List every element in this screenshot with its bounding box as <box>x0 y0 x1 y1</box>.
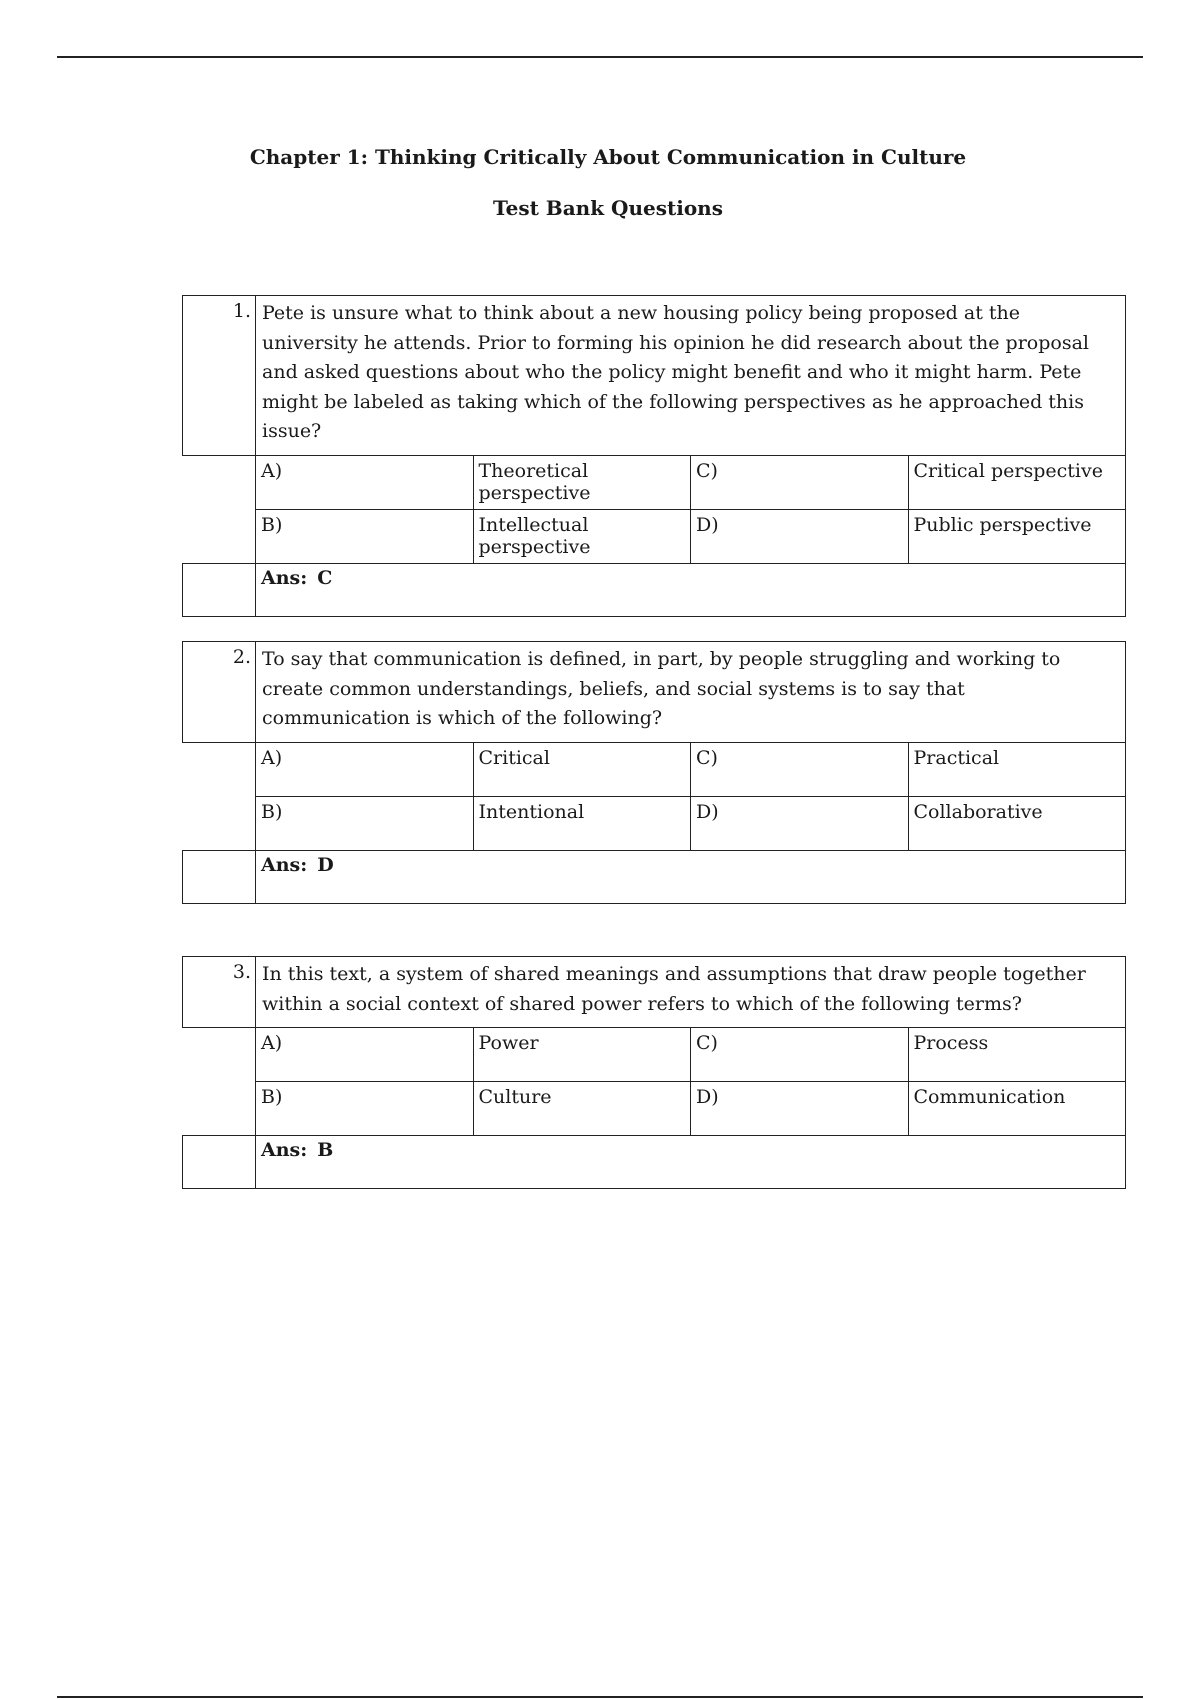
question-1 <box>182 295 1126 617</box>
option-text-c: Practical <box>908 742 1126 796</box>
answer-value: D <box>317 853 334 876</box>
option-letter-d: D) <box>691 1082 909 1136</box>
option-text-d: Public perspective <box>908 509 1126 563</box>
answer-label: Ans: <box>261 853 308 876</box>
option-letter-a: A) <box>256 742 474 796</box>
option-text-d: Collaborative <box>908 796 1126 850</box>
option-text-a: Power <box>473 1028 691 1082</box>
option-letter-c: C) <box>691 455 909 509</box>
answer-row <box>256 1136 1126 1189</box>
option-letter-c: C) <box>691 1028 909 1082</box>
option-text-a: Critical <box>473 742 691 796</box>
option-letter-d: D) <box>691 509 909 563</box>
page-subtitle: Test Bank Questions <box>493 196 723 220</box>
top-rule <box>57 56 1143 58</box>
question-text: Pete is unsure what to think about a new housing policy being proposed at the university he attends. Prior to forming his opinion he did research about the proposal and asked questions about who the policy might benefit and who it might harm. Pete might be labeled as taking which of the following perspectives as he approached this issue? <box>256 296 1126 456</box>
option-letter-a: A) <box>256 1028 474 1082</box>
answer-label: Ans: <box>261 1139 308 1161</box>
answer-value: B <box>317 1139 334 1161</box>
question-2 <box>182 641 1126 904</box>
question-text: To say that communication is defined, in part, by people struggling and working to create common understandings, beliefs, and social systems is to say that communication is which of the following? <box>256 642 1126 743</box>
option-text-b: Intellectual perspective <box>473 509 691 563</box>
question-3 <box>182 956 1126 1189</box>
option-text-b: Culture <box>473 1082 691 1136</box>
option-letter-c: C) <box>691 742 909 796</box>
option-text-d: Communication <box>908 1082 1126 1136</box>
option-letter-a: A) <box>256 455 474 509</box>
option-letter-b: B) <box>256 1082 474 1136</box>
option-text-c: Critical perspective <box>908 455 1126 509</box>
option-text-b: Intentional <box>473 796 691 850</box>
option-text-a: Theoretical perspective <box>473 455 691 509</box>
answer-value: C <box>317 566 333 589</box>
question-number: 2. <box>232 646 251 668</box>
page-title: Chapter 1: Thinking Critically About Communication in Culture <box>249 145 967 169</box>
option-letter-b: B) <box>256 796 474 850</box>
answer-label: Ans: <box>261 566 308 589</box>
answer-row <box>256 563 1126 616</box>
question-text: In this text, a system of shared meanings and assumptions that draw people together within a social context of shared power refers to which of the following terms? <box>256 957 1126 1028</box>
option-text-c: Process <box>908 1028 1126 1082</box>
bottom-rule <box>57 1696 1143 1698</box>
option-letter-d: D) <box>691 796 909 850</box>
answer-row <box>256 850 1126 903</box>
question-number: 1. <box>232 300 251 322</box>
question-number: 3. <box>232 961 251 983</box>
option-letter-b: B) <box>256 509 474 563</box>
